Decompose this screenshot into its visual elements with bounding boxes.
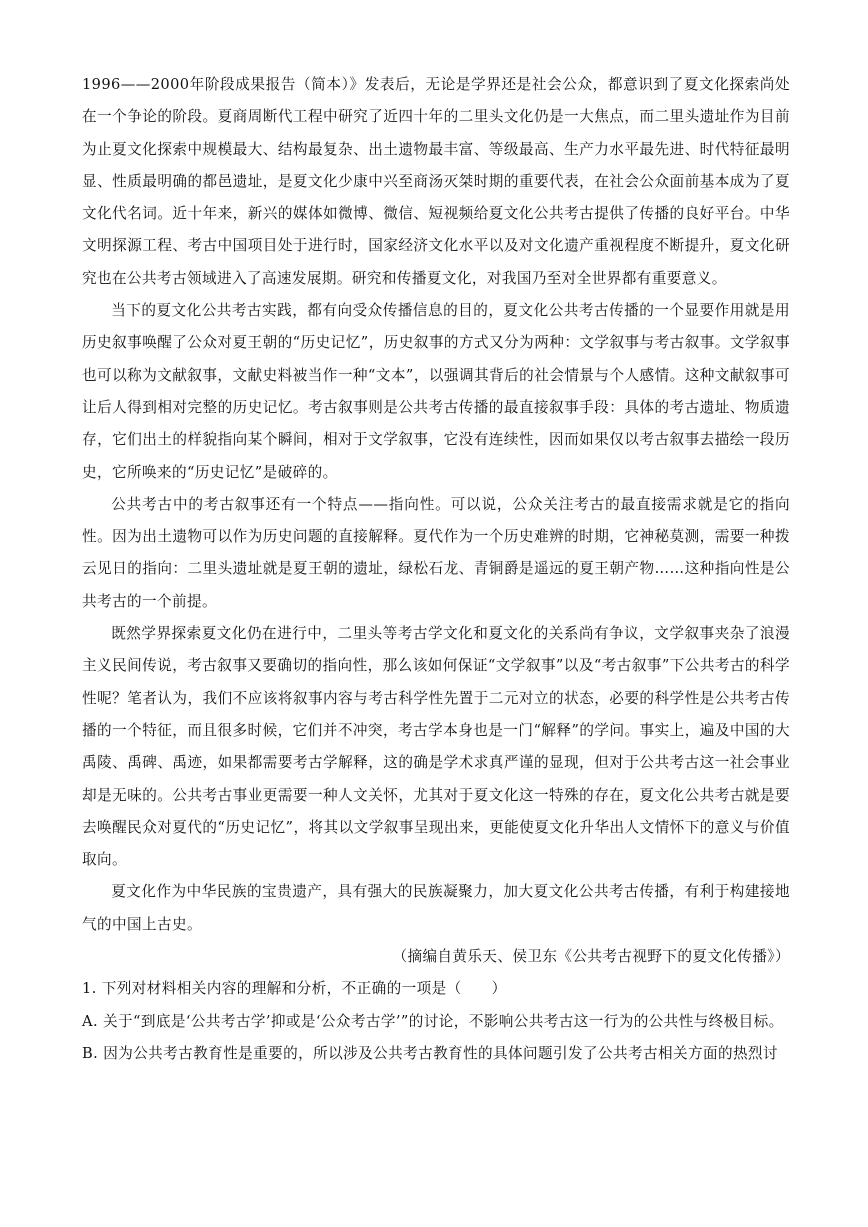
paragraph-1: 1996——2000年阶段成果报告（简本）》发表后，无论是学界还是社会公众，都意识到了夏文化探索尚处在一个争论的阶段。夏商周断代工程中研究了近四十年的二里头文化仍是一大焦点，而二里头遗址作为目前为止夏文化探索中规模最大、结构最复杂、出土遗物最丰富、等级最高、生产力水平最先进、时代特征最明显、性质最明确的都邑遗址，是夏文化少康中兴至商汤灭桀时期的重要代表，在社会公众面前基本成为了夏文化代名词。近十年来，新兴的媒体如微博、微信、短视频给夏文化公共考古提供了传播的良好平台。中华文明探源工程、考古中国项目处于进行时，国家经济文化水平以及对文化遗产重视程度不断提升，夏文化研究也在公共考古领域进入了高速发展期。研究和传播夏文化，对我国乃至对全世界都有重要意义。	[82, 76, 790, 287]
source-citation: （摘编自黄乐天、侯卫东《公共考古视野下的夏文化传播》）	[392, 948, 790, 966]
paragraph-5: 夏文化作为中华民族的宝贵遗产，具有强大的民族凝聚力，加大夏文化公共考古传播，有利于构建接地气的中国上古史。	[82, 883, 790, 933]
question-stem: 1. 下列对材料相关内容的理解和分析，不正确的一项是（ ）	[82, 980, 507, 998]
option-a: A. 关于“到底是‘公共考古学’抑或是‘公众考古学’”的讨论，不影响公共考古这一行为的公共性与终极目标。	[82, 1012, 784, 1030]
article-body	[82, 69, 790, 1070]
option-b: B. 因为公共考古教育性是重要的，所以涉及公共考古教育性的具体问题引发了公共考古相关方面的热烈讨	[82, 1044, 778, 1062]
paragraph-4: 既然学界探索夏文化仍在进行中，二里头等考古学文化和夏文化的关系尚有争议，文学叙事夹杂了浪漫主义民间传说，考古叙事又要确切的指向性，那么该如何保证“文学叙事”以及“考古叙事”下公共考古的科学性呢？笔者认为，我们不应该将叙事内容与考古科学性先置于二元对立的状态，必要的科学性是公共考古传播的一个特征，而且很多时候，它们并不冲突，考古学本身也是一门“解释”的学问。事实上，遍及中国的大禹陵、禹碑、禹迹，如果都需要考古学解释，这的确是学术求真严谨的显现，但对于公共考古这一社会事业却是无味的。公共考古事业更需要一种人文关怀，尤其对于夏文化这一特殊的存在，夏文化公共考古就是要去唤醒民众对夏代的“历史记忆”，将其以文学叙事呈现出来，更能使夏文化升华出人文情怀下的意义与价值取向。	[82, 625, 790, 869]
paragraph-3: 公共考古中的考古叙事还有一个特点——指向性。可以说，公众关注考古的最直接需求就是它的指向性。因为出土遗物可以作为历史问题的直接解释。夏代作为一个历史难辨的时期，它神秘莫测，需要一种拨云见日的指向：二里头遗址就是夏王朝的遗址，绿松石龙、青铜爵是遥远的夏王朝产物……这种指向性是公共考古的一个前提。	[82, 495, 790, 610]
paragraph-2: 当下的夏文化公共考古实践，都有向受众传播信息的目的，夏文化公共考古传播的一个显要作用就是用历史叙事唤醒了公众对夏王朝的“历史记忆”，历史叙事的方式又分为两种：文学叙事与考古叙事。文学叙事也可以称为文献叙事，文献史料被当作一种“文本”，以强调其背后的社会情景与个人感情。这种文献叙事可让后人得到相对完整的历史记忆。考古叙事则是公共考古传播的最直接叙事手段：具体的考古遗址、物质遗存，它们出土的样貌指向某个瞬间，相对于文学叙事，它没有连续性，因而如果仅以考古叙事去描绘一段历史，它所唤来的“历史记忆”是破碎的。	[82, 302, 790, 481]
